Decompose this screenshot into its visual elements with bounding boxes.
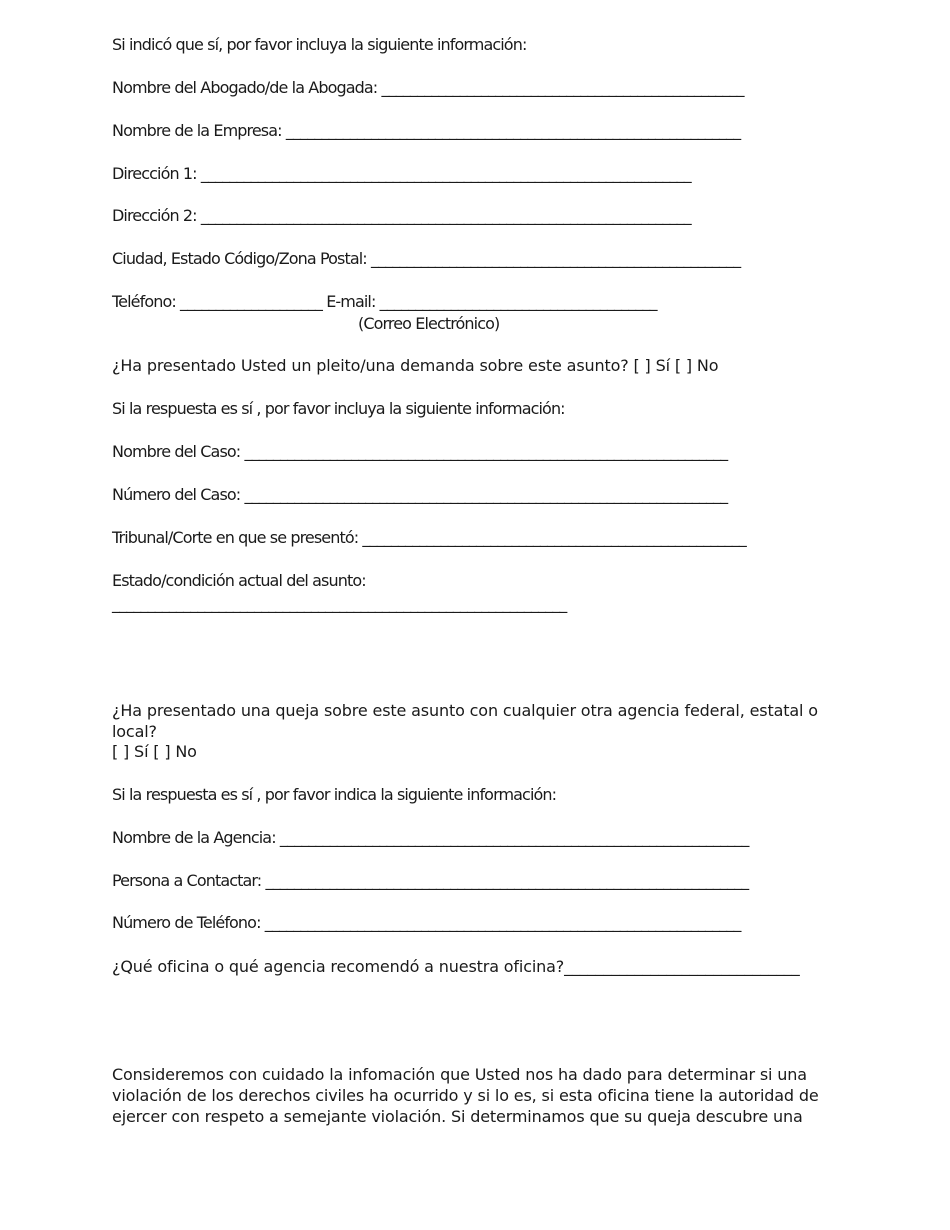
agency-intro: Si la respuesta es sí , por favor indica la siguiente información:: [112, 785, 557, 804]
contact-person-field[interactable]: Persona a Contactar: ____________________________________________________________________: [112, 871, 749, 890]
phone-email-field[interactable]: Teléfono: ____________________ E-mail: _______________________________________: [112, 292, 657, 311]
lawsuit-question[interactable]: ¿Ha presentado Usted un pleito/una demanda sobre este asunto? [ ] Sí [ ] No: [112, 356, 719, 375]
court-field[interactable]: Tribunal/Corte en que se presentó: ______________________________________________________: [112, 528, 746, 547]
email-note: (Correo Electrónico): [358, 314, 500, 333]
address2-field[interactable]: Dirección 2: _____________________________________________________________________: [112, 206, 691, 225]
referral-field[interactable]: ¿Qué oficina o qué agencia recomendó a nuestra oficina?______________________________: [112, 957, 800, 976]
attorney-intro: Si indicó que sí, por favor incluya la siguiente información:: [112, 35, 527, 54]
agency-phone-field[interactable]: Número de Teléfono: ___________________________________________________________________: [112, 913, 741, 932]
status-field[interactable]: ________________________________________________________________: [112, 594, 567, 613]
agency-name-field[interactable]: Nombre de la Agencia: __________________________________________________________________: [112, 828, 749, 847]
status-label: Estado/condición actual del asunto:: [112, 571, 366, 590]
lawsuit-intro: Si la respuesta es sí , por favor incluya la siguiente información:: [112, 399, 565, 418]
address1-field[interactable]: Dirección 1: _____________________________________________________________________: [112, 164, 691, 183]
closing-paragraph: Consideremos con cuidado la infomación que Usted nos ha dado para determinar si una violación de los derechos civiles ha ocurrido y si lo es, si esta oficina tiene la autoridad de ejercer con respeto a semejante violación. Si determinamos que su queja descubre una: [112, 1065, 819, 1126]
attorney-name-field[interactable]: Nombre del Abogado/de la Abogada: ___________________________________________________: [112, 78, 744, 97]
agency-complaint-checkboxes[interactable]: [ ] Sí [ ] No: [112, 742, 197, 761]
company-name-field[interactable]: Nombre de la Empresa: ________________________________________________________________: [112, 121, 741, 140]
city-state-zip-field[interactable]: Ciudad, Estado Código/Zona Postal: ____________________________________________________: [112, 249, 741, 268]
case-number-field[interactable]: Número del Caso: ____________________________________________________________________: [112, 485, 728, 504]
case-name-field[interactable]: Nombre del Caso: ____________________________________________________________________: [112, 442, 728, 461]
agency-complaint-question: ¿Ha presentado una queja sobre este asunto con cualquier otra agencia federal, estatal o local?: [112, 701, 818, 741]
